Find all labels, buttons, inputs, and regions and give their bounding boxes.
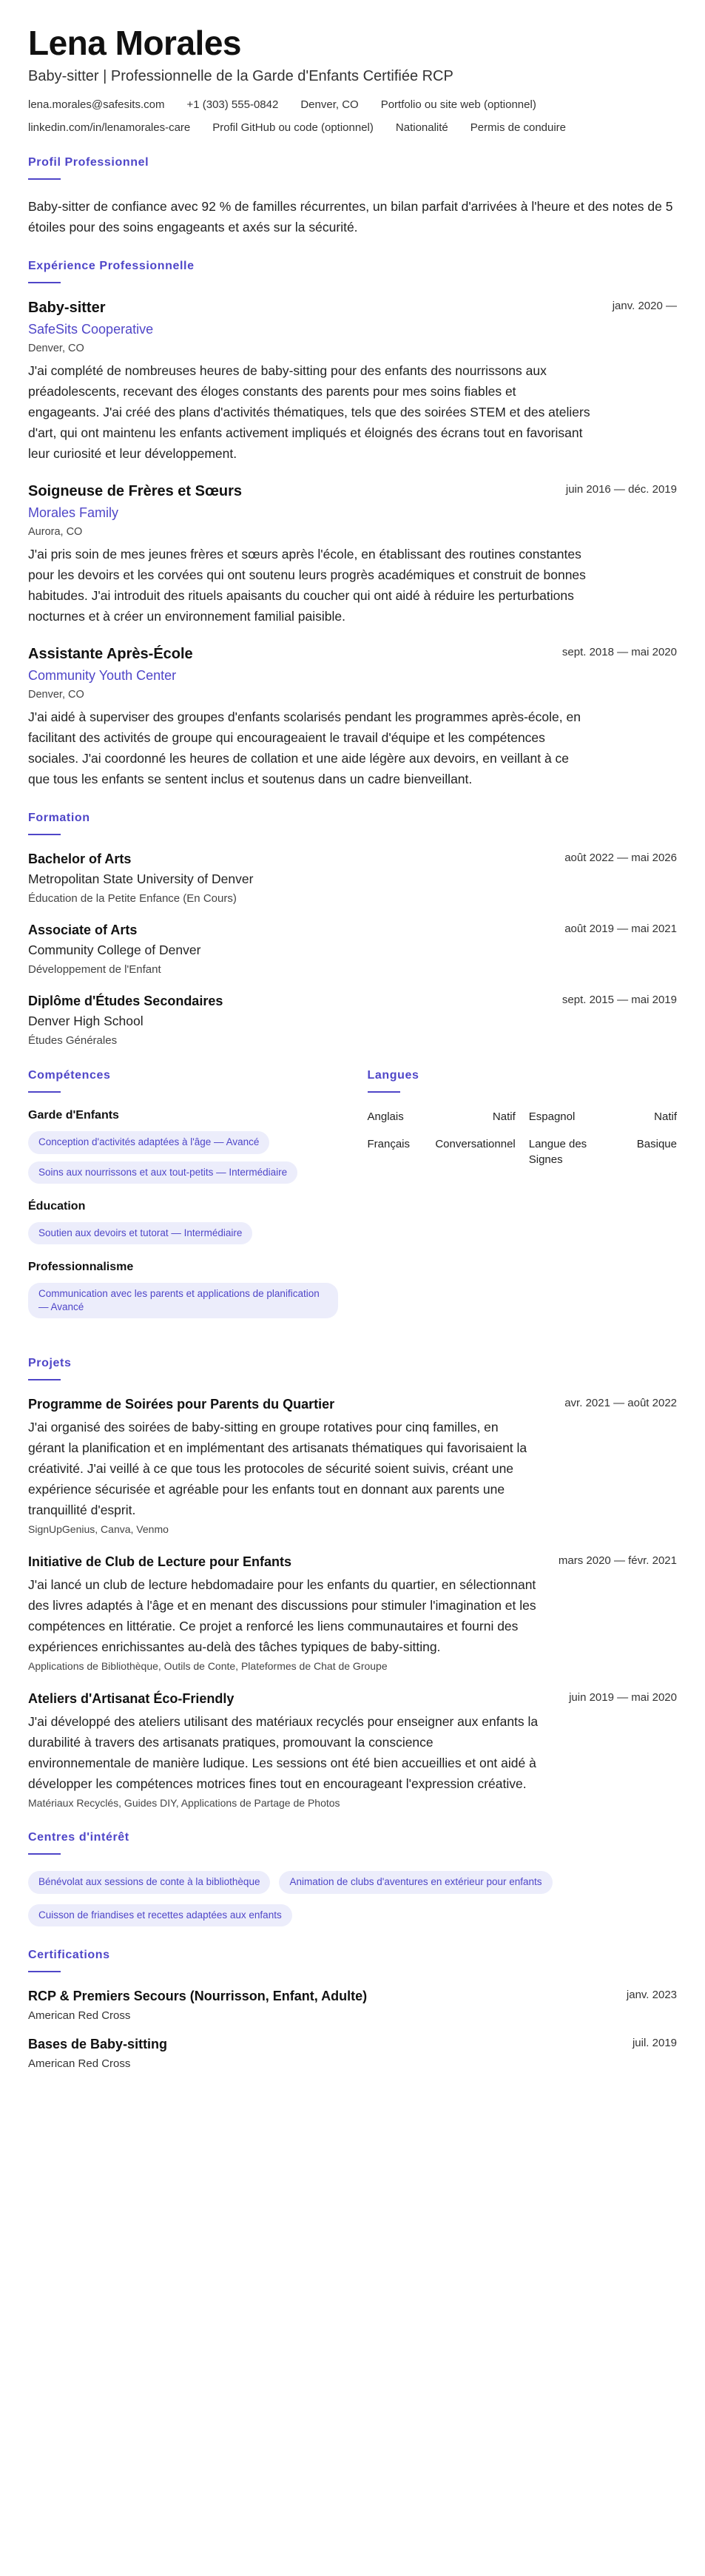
skill-pill: Communication avec les parents et applications de planification — Avancé	[28, 1283, 338, 1318]
section-title: Formation	[28, 812, 90, 825]
certification-entry	[28, 1989, 677, 2022]
section-title: Compétences	[28, 1069, 111, 1082]
job-dates: janv. 2020 —	[612, 300, 677, 313]
degree-title: Diplôme d'Études Secondaires	[28, 994, 223, 1009]
summary-text: Baby-sitter de confiance avec 92 % de familles récurrentes, un bilan parfait d'arrivées à l'heure et des notes de 5 étoiles pour des soins engageants et axés sur la sécurité.	[28, 199, 673, 235]
language-name: Français	[367, 1138, 411, 1151]
certifications-section	[28, 1949, 677, 2070]
skill-category: Garde d'Enfants	[28, 1109, 119, 1122]
contact-portfolio[interactable]: Portfolio ou site web (optionnel)	[380, 98, 536, 112]
job-company: Community Youth Center	[28, 668, 177, 684]
project-tools: Matériaux Recyclés, Guides DIY, Applications de Partage de Photos	[28, 1797, 340, 1810]
school-name: Community College of Denver	[28, 943, 201, 958]
field-of-study: Études Générales	[28, 1034, 118, 1048]
job-description: J'ai aidé à superviser des groupes d'enfants scolarisés pendant les programmes après-école, en facilitant des activités de groupe qui encourageaient le travail d'équipe et les compétences sociales. J'ai coordonné les heures de collation et une aide légère aux devoirs, en veillant à ce que tous les enfants se sentent inclus et soutenus dans un cadre bienveillant.	[28, 709, 581, 787]
section-divider	[28, 1379, 61, 1380]
project-tools: Applications de Bibliothèque, Outils de Conte, Plateformes de Chat de Groupe	[28, 1660, 388, 1673]
certification-date: juil. 2019	[632, 2036, 677, 2049]
skill-group	[28, 1200, 338, 1244]
contact-phone[interactable]: +1 (303) 555-0842	[186, 98, 279, 112]
project-description: J'ai développé des ateliers utilisant des matériaux recyclés pour enseigner aux enfants la durabilité à travers des artisanats pratiques, promouvant la conscience environnementale de manière ludique. Les sessions ont été bien accueillies et ont aidé à développer les compétences motrices fines tout en encourageant l'expression créative.	[28, 1714, 539, 1792]
section-divider	[28, 1971, 61, 1972]
project-dates: juin 2019 — mai 2020	[569, 1691, 677, 1705]
candidate-headline: Baby-sitter | Professionnelle de la Garde d'Enfants Certifiée RCP	[28, 68, 453, 85]
candidate-name: Lena Morales	[28, 24, 241, 62]
interests-section	[28, 1831, 677, 1926]
job-dates: juin 2016 — déc. 2019	[565, 483, 677, 496]
job-title: Assistante Après-École	[28, 646, 193, 663]
section-title: Profil Professionnel	[28, 156, 149, 169]
section-title: Langues	[367, 1069, 419, 1082]
language-name: Anglais	[367, 1110, 404, 1124]
section-title: Centres d'intérêt	[28, 1831, 129, 1844]
section-title: Certifications	[28, 1948, 110, 1961]
interest-pill: Animation de clubs d'aventures en extérieur pour enfants	[279, 1871, 552, 1893]
job-location: Denver, CO	[28, 343, 84, 355]
education-section	[28, 812, 677, 1047]
degree-title: Bachelor of Arts	[28, 852, 132, 867]
field-of-study: Développement de l'Enfant	[28, 963, 161, 977]
project-title: Ateliers d'Artisanat Éco-Friendly	[28, 1691, 235, 1707]
project-description: J'ai lancé un club de lecture hebdomadaire pour les enfants du quartier, en sélectionnant des livres adaptés à l'âge et en menant des discussions pour stimuler l'imagination et les compétences en littératie. Ce projet a renforcé les liens communautaires et fourni des expériences enrichissantes au-delà des tâches typiques de baby-sitting.	[28, 1577, 536, 1655]
skill-pill: Soutien aux devoirs et tutorat — Intermédiaire	[28, 1222, 252, 1244]
contact-list	[28, 98, 664, 134]
language-level: Conversationnel	[435, 1138, 516, 1151]
certification-date: janv. 2023	[626, 1988, 677, 2001]
languages-section	[368, 1069, 678, 1335]
experience-entry	[28, 646, 677, 789]
job-company: SafeSits Cooperative	[28, 322, 154, 337]
section-title: Expérience Professionnelle	[28, 260, 195, 273]
education-dates: août 2022 — mai 2026	[564, 852, 677, 865]
section-divider	[28, 1853, 61, 1855]
language-item	[529, 1136, 677, 1167]
certification-issuer: American Red Cross	[28, 2009, 131, 2022]
section-title: Projets	[28, 1357, 72, 1370]
interest-pill: Bénévolat aux sessions de conte à la bibliothèque	[28, 1871, 270, 1893]
project-entry	[28, 1554, 677, 1672]
education-entry	[28, 994, 677, 1047]
certification-issuer: American Red Cross	[28, 2057, 131, 2070]
project-dates: mars 2020 — févr. 2021	[558, 1554, 677, 1568]
projects-section	[28, 1357, 677, 1809]
job-dates: sept. 2018 — mai 2020	[561, 646, 677, 659]
job-title: Baby-sitter	[28, 300, 106, 317]
experience-entry	[28, 483, 677, 627]
job-title: Soigneuse de Frères et Sœurs	[28, 483, 242, 500]
job-location: Denver, CO	[28, 689, 84, 701]
contact-linkedin[interactable]: linkedin.com/in/lenamorales-care	[28, 121, 191, 135]
education-dates: août 2019 — mai 2021	[564, 923, 677, 936]
job-description: J'ai pris soin de mes jeunes frères et sœurs après l'école, en établissant des routines constantes pour les devoirs et les corvées qui ont soutenu leurs progrès académiques et construit de bonnes habitudes. J'ai introduit des rituels apaisants du coucher qui ont aidé à réduire les perturbations nocturnes et à créer un environnement familial paisible.	[28, 547, 586, 624]
job-company: Morales Family	[28, 505, 119, 521]
summary-section	[28, 156, 677, 237]
language-name: Espagnol	[528, 1110, 576, 1124]
interest-pill: Cuisson de friandises et recettes adaptées aux enfants	[28, 1904, 292, 1926]
project-description: J'ai organisé des soirées de baby-sitting en groupe rotatives pour cinq familles, en gérant la planification et en implémentant des artisanats thématiques qui favorisaient la créativité. J'ai veillé à ce que tous les protocoles de sécurité soient suivis, créant une expérience sécurisée et agréable pour les enfants tout en donnant aux parents une tranquillité d'esprit.	[28, 1420, 527, 1518]
project-tools: SignUpGenius, Canva, Venmo	[28, 1523, 169, 1536]
degree-title: Associate of Arts	[28, 923, 138, 938]
language-level: Basique	[636, 1138, 677, 1151]
job-location: Aurora, CO	[28, 526, 83, 539]
school-name: Metropolitan State University of Denver	[28, 871, 254, 887]
skills-languages-row	[28, 1069, 677, 1335]
education-entry	[28, 852, 677, 905]
project-entry	[28, 1397, 677, 1535]
project-dates: avr. 2021 — août 2022	[564, 1397, 677, 1410]
language-item	[368, 1109, 516, 1125]
education-dates: sept. 2015 — mai 2019	[561, 994, 677, 1007]
language-item	[368, 1136, 516, 1167]
project-title: Initiative de Club de Lecture pour Enfants	[28, 1554, 292, 1570]
project-entry	[28, 1691, 677, 1809]
skill-pill: Conception d'activités adaptées à l'âge — Avancé	[28, 1131, 269, 1153]
experience-section	[28, 260, 677, 789]
project-title: Programme de Soirées pour Parents du Quartier	[28, 1397, 335, 1412]
skill-category: Éducation	[28, 1199, 86, 1213]
section-divider	[28, 834, 61, 835]
contact-github[interactable]: Profil GitHub ou code (optionnel)	[212, 121, 374, 135]
skill-group	[28, 1109, 338, 1183]
skills-section	[28, 1069, 338, 1335]
skill-category: Professionnalisme	[28, 1260, 134, 1273]
language-level: Natif	[492, 1110, 516, 1124]
school-name: Denver High School	[28, 1014, 144, 1029]
field-of-study: Éducation de la Petite Enfance (En Cours)	[28, 892, 237, 906]
section-divider	[28, 178, 61, 180]
language-name: Langue des Signes	[528, 1138, 587, 1167]
skill-pill: Soins aux nourrissons et aux tout-petits — Intermédiaire	[28, 1161, 297, 1184]
education-entry	[28, 923, 677, 976]
contact-location: Denver, CO	[300, 98, 359, 112]
certification-name: Bases de Baby-sitting	[28, 2036, 168, 2051]
section-divider	[28, 282, 61, 283]
language-item	[529, 1109, 677, 1125]
job-description: J'ai complété de nombreuses heures de baby-sitting pour des enfants des nourrissons aux préadolescents, recevant des éloges constants des parents pour mes soins fiables et engageants. J'ai créé des plans d'activités thématiques, tels que des soirées STEM et des ateliers d'art, qui ont maintenu les enfants activement impliqués et éloignés des écrans tout en favorisant leur curiosité et leur développement.	[28, 363, 590, 462]
skill-group	[28, 1261, 338, 1318]
contact-email[interactable]: lena.morales@safesits.com	[28, 98, 165, 112]
section-divider	[28, 1091, 61, 1093]
contact-license: Permis de conduire	[470, 121, 567, 135]
certification-name: RCP & Premiers Secours (Nourrisson, Enfant, Adulte)	[28, 1988, 368, 2003]
language-level: Natif	[654, 1110, 677, 1124]
experience-entry	[28, 300, 677, 464]
contact-nationality: Nationalité	[395, 121, 448, 135]
certification-entry	[28, 2037, 677, 2070]
section-divider	[368, 1091, 400, 1093]
